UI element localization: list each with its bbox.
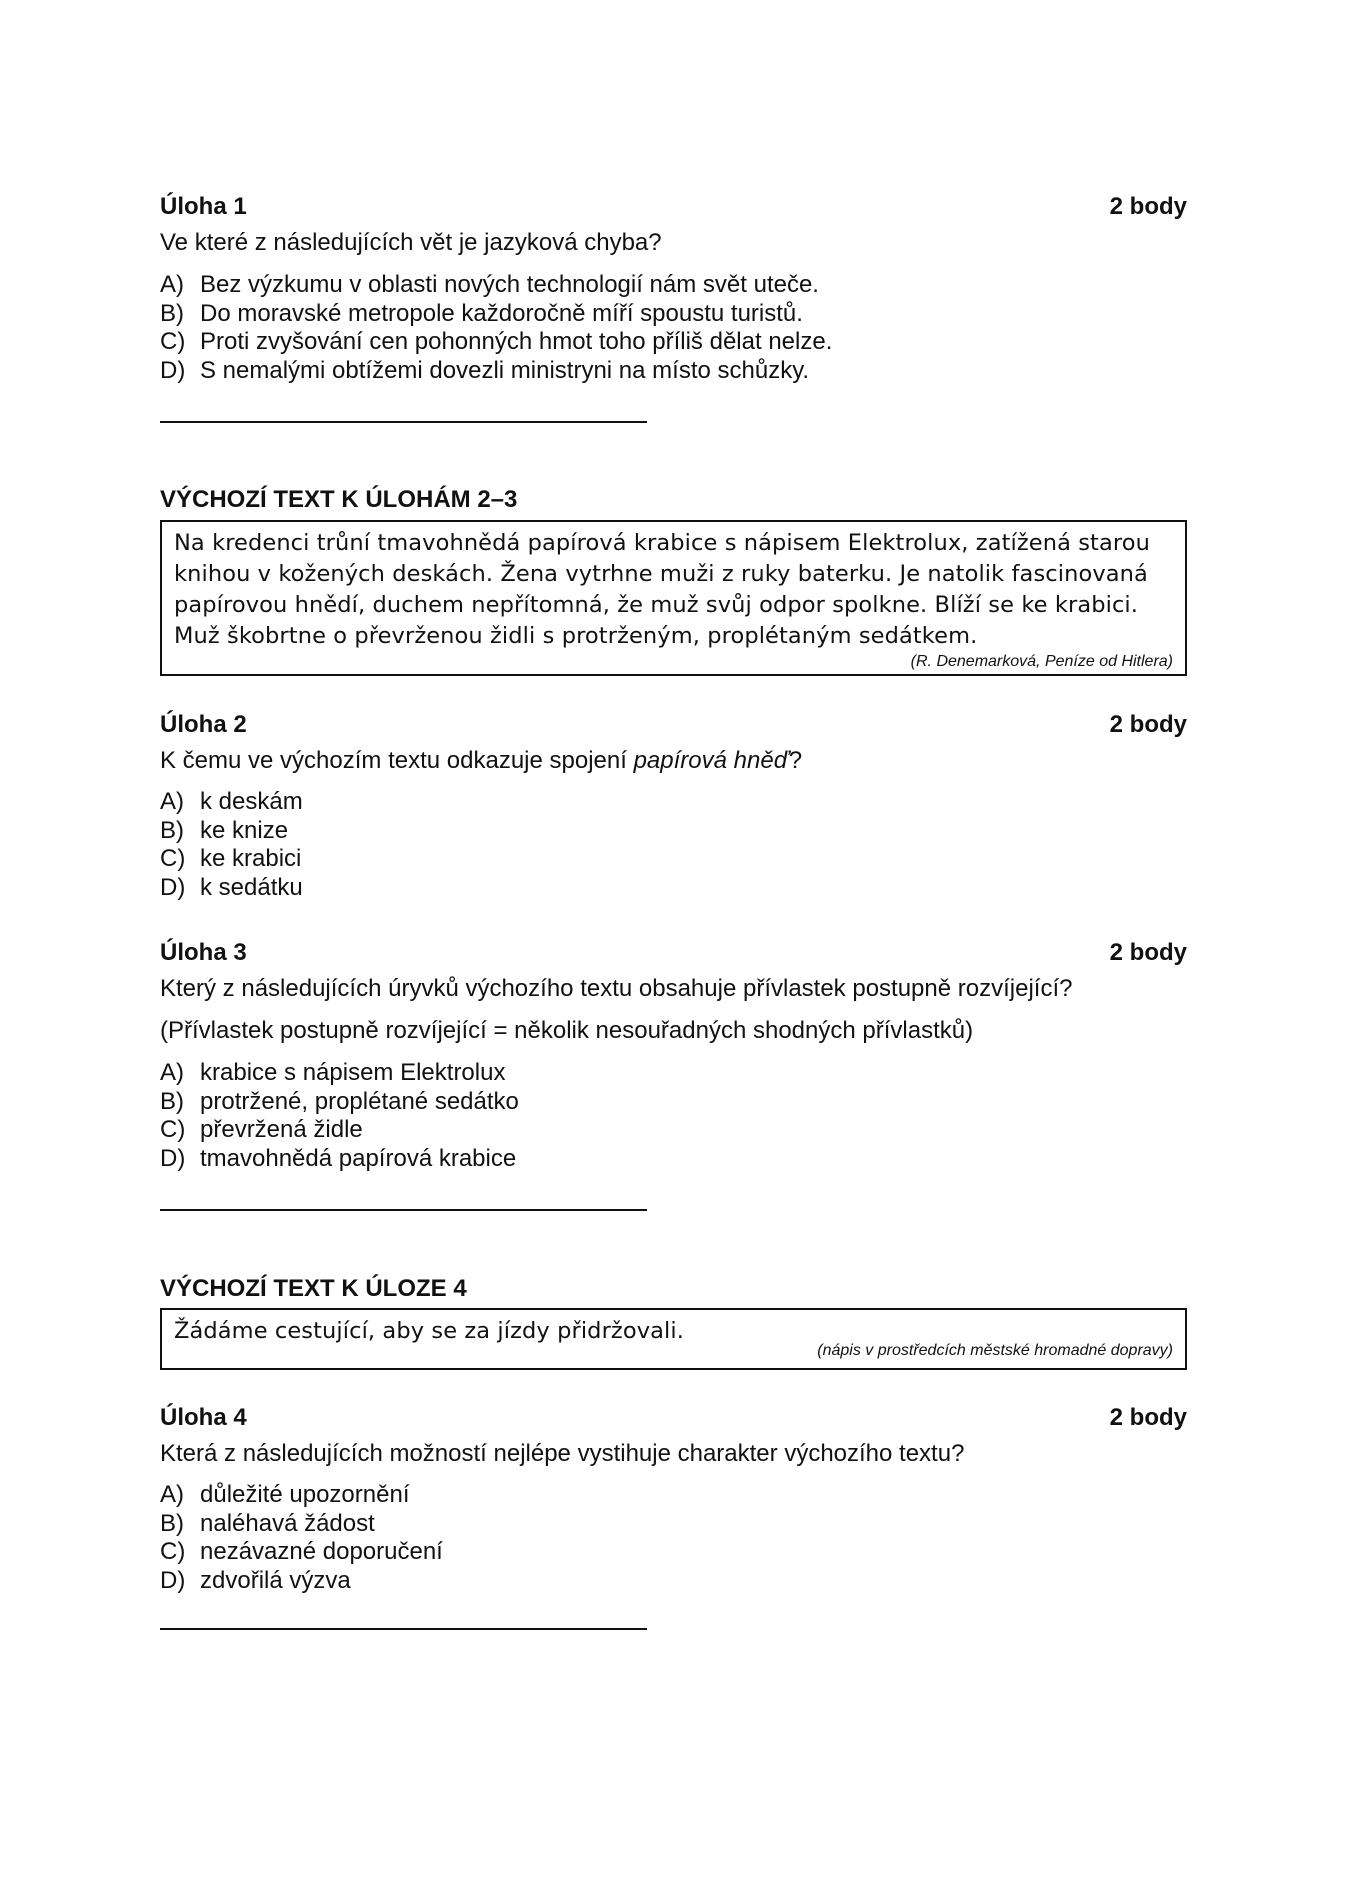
option-d <box>160 357 832 386</box>
task-1-question: Ve které z následujících vět je jazyková chyba? <box>160 229 662 256</box>
task-points: 2 body <box>1109 1404 1187 1431</box>
section-divider <box>160 1209 647 1211</box>
option-text: krabice s nápisem Elektrolux <box>200 1059 506 1086</box>
option-b <box>160 1088 519 1117</box>
option-text: ke krabici <box>200 845 302 872</box>
task-3-note: (Přívlastek postupně rozvíjející = několik nesouřadných shodných přívlastků) <box>160 1017 974 1044</box>
option-text: zdvořilá výzva <box>200 1566 351 1594</box>
task-3-question: Který z následujících úryvků výchozího textu obsahuje přívlastek postupně rozvíjející? <box>160 975 1073 1002</box>
task-points: 2 body <box>1109 193 1187 220</box>
option-a <box>160 271 832 300</box>
option-text: Do moravské metropole každoročně míří spoustu turistů. <box>200 299 803 327</box>
task-2-options <box>160 788 303 902</box>
task-points: 2 body <box>1109 939 1187 966</box>
task-1-header <box>160 193 1187 221</box>
source-line: Na kredenci trůní tmavohnědá papírová krabice s nápisem Elektrolux, zatížená starou <box>174 530 1150 556</box>
task-1-options <box>160 271 832 385</box>
task-title: Úloha 4 <box>160 1404 247 1431</box>
option-text: ke knize <box>200 816 289 844</box>
option-letter: D) <box>160 1144 186 1172</box>
question-emphasis: papírová hněď <box>633 747 789 774</box>
exam-page <box>160 0 1187 1903</box>
option-letter: A) <box>160 271 184 298</box>
source-line: Žádáme cestující, aby se za jízdy přidržovali. <box>174 1318 684 1344</box>
source-citation: (R. Denemarková, Peníze od Hitlera) <box>910 653 1173 670</box>
option-d <box>160 1145 519 1174</box>
source-line: knihou v kožených deskách. Žena vytrhne muži z ruky baterku. Je natolik fascinovaná <box>174 561 1148 587</box>
option-letter: C) <box>160 845 186 872</box>
task-2-header <box>160 711 1187 739</box>
source-citation: (nápis v prostředcích městské hromadné dopravy) <box>817 1342 1173 1359</box>
task-title: Úloha 2 <box>160 711 247 738</box>
task-title: Úloha 3 <box>160 939 247 966</box>
option-b <box>160 1510 443 1539</box>
option-text: k deskám <box>200 788 303 815</box>
option-c <box>160 1116 519 1145</box>
option-letter: A) <box>160 1059 184 1086</box>
option-text: nezávazné doporučení <box>200 1538 443 1565</box>
option-text: k sedátku <box>200 873 303 901</box>
task-title: Úloha 1 <box>160 193 247 220</box>
option-text: S nemalými obtížemi dovezli ministryni na místo schůzky. <box>200 356 810 384</box>
task-2-question <box>160 747 802 775</box>
task-points: 2 body <box>1109 711 1187 738</box>
option-letter: A) <box>160 1481 184 1508</box>
option-text: Proti zvyšování cen pohonných hmot toho příliš dělat nelze. <box>200 328 833 355</box>
question-text: ? <box>788 747 803 774</box>
option-b <box>160 300 832 329</box>
option-letter: B) <box>160 1087 184 1115</box>
option-letter: D) <box>160 873 186 901</box>
option-a <box>160 788 303 817</box>
option-letter: C) <box>160 1116 186 1143</box>
option-a <box>160 1481 443 1510</box>
task-4-question: Která z následujících možností nejlépe vystihuje charakter výchozího textu? <box>160 1440 965 1467</box>
option-letter: C) <box>160 328 186 355</box>
option-letter: C) <box>160 1538 186 1565</box>
option-letter: B) <box>160 1509 184 1537</box>
option-d <box>160 874 303 903</box>
option-text: důležité upozornění <box>200 1481 410 1508</box>
source-text-box-2-3 <box>160 520 1187 676</box>
option-text: protržené, proplétané sedátko <box>200 1087 519 1115</box>
option-a <box>160 1059 519 1088</box>
option-text: Bez výzkumu v oblasti nových technologií nám svět uteče. <box>200 271 819 298</box>
section-divider <box>160 1628 647 1630</box>
task-4-header <box>160 1404 1187 1432</box>
source-line: Muž škobrtne o převrženou židli s protrženým, proplétaným sedátkem. <box>174 623 978 649</box>
option-letter: A) <box>160 788 184 815</box>
task-3-options <box>160 1059 519 1173</box>
option-c <box>160 845 303 874</box>
option-c <box>160 328 832 357</box>
option-letter: D) <box>160 1566 186 1594</box>
option-b <box>160 817 303 846</box>
section-divider <box>160 421 647 423</box>
question-text: K čemu ve výchozím textu odkazuje spojení <box>160 747 634 774</box>
option-text: převržená židle <box>200 1116 363 1143</box>
option-letter: D) <box>160 356 186 384</box>
option-d <box>160 1567 443 1596</box>
option-text: tmavohnědá papírová krabice <box>200 1144 517 1172</box>
source-title-2-3: VÝCHOZÍ TEXT K ÚLOHÁM 2–3 <box>160 486 518 513</box>
task-4-options <box>160 1481 443 1595</box>
option-c <box>160 1538 443 1567</box>
source-text-box-4 <box>160 1308 1187 1370</box>
task-3-header <box>160 939 1187 967</box>
option-letter: B) <box>160 299 184 327</box>
option-text: naléhavá žádost <box>200 1509 375 1537</box>
source-text <box>174 528 1173 652</box>
source-line: papírovou hnědí, duchem nepřítomná, že muž svůj odpor spolkne. Blíží se ke krabici. <box>174 592 1139 618</box>
option-letter: B) <box>160 816 184 844</box>
source-title-4: VÝCHOZÍ TEXT K ÚLOZE 4 <box>160 1275 467 1302</box>
